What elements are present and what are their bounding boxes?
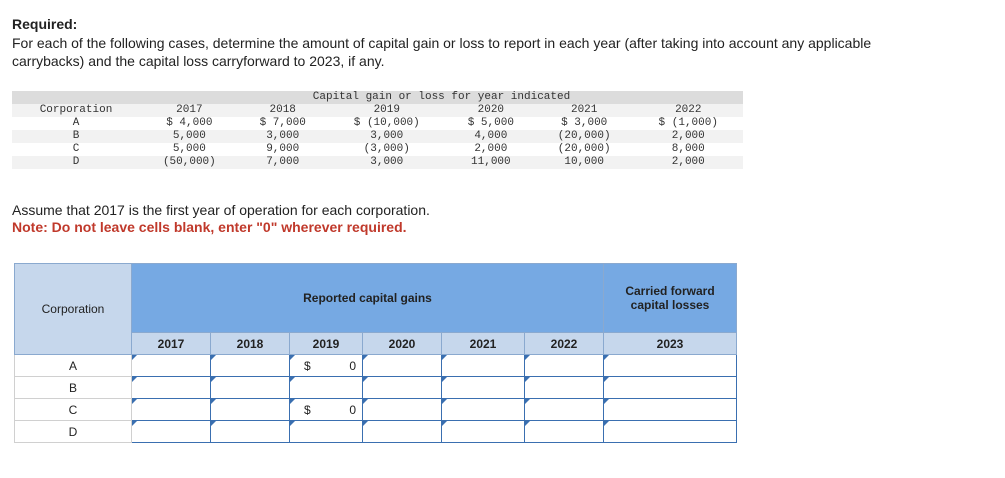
input-a-2023[interactable] [604,355,737,377]
given-value: $ 4,000 [140,117,239,130]
given-value: 4,000 [447,130,535,143]
answer-row-label: A [15,355,132,377]
given-corp-header: Corporation [12,104,140,117]
input-c-2022[interactable] [525,399,604,421]
given-row [12,130,743,143]
input-b-2017[interactable] [132,377,211,399]
instructions-text: For each of the following cases, determine the amount of capital gain or loss to report in each year (after taking into account any applicable carrybacks) and the capital loss carryforward to 2023, if any. [12,35,872,69]
given-value: 3,000 [327,130,447,143]
given-value: 9,000 [239,143,327,156]
given-value: 8,000 [634,143,743,156]
answer-row [15,355,737,377]
answer-year-header: 2023 [604,333,737,355]
input-a-2017[interactable] [132,355,211,377]
given-value: $ 3,000 [535,117,634,130]
answer-row [15,377,737,399]
given-value: 5,000 [140,143,239,156]
given-corp: A [12,117,140,130]
input-b-2018[interactable] [211,377,290,399]
input-b-2023[interactable] [604,377,737,399]
given-value: 2,000 [634,130,743,143]
answer-table [14,263,737,443]
given-empty-header [12,91,140,104]
input-b-2019[interactable] [290,377,363,399]
input-c-2023[interactable] [604,399,737,421]
input-c-2017[interactable] [132,399,211,421]
given-corp: C [12,143,140,156]
given-value: (3,000) [327,143,447,156]
input-a-2021[interactable] [442,355,525,377]
given-row [12,156,743,169]
dollar-sign: $ [304,359,311,373]
answer-year-header: 2018 [211,333,290,355]
given-corp: B [12,130,140,143]
input-d-2020[interactable] [363,421,442,443]
input-c-2018[interactable] [211,399,290,421]
answer-row [15,421,737,443]
given-year-header: 2020 [447,104,535,117]
given-year-header: 2019 [327,104,447,117]
given-year-header: 2018 [239,104,327,117]
given-value: (20,000) [535,143,634,156]
answer-row-label: B [15,377,132,399]
given-year-header: 2017 [140,104,239,117]
dollar-sign: $ [304,403,311,417]
given-value: $ 7,000 [239,117,327,130]
input-b-2020[interactable] [363,377,442,399]
answer-row-label: C [15,399,132,421]
input-a-2018[interactable] [211,355,290,377]
given-value: 11,000 [447,156,535,169]
input-d-2022[interactable] [525,421,604,443]
cell-value: 0 [349,403,356,417]
given-value: $ (10,000) [327,117,447,130]
given-year-header: 2022 [634,104,743,117]
input-d-2023[interactable] [604,421,737,443]
cell-value: 0 [349,359,356,373]
carried-forward-header: Carried forward capital losses [604,264,737,333]
answer-row [15,399,737,421]
answer-corp-header: Corporation [15,264,132,355]
input-c-2019[interactable] [290,399,363,421]
given-year-header: 2021 [535,104,634,117]
given-row [12,143,743,156]
input-c-2021[interactable] [442,399,525,421]
given-value: (50,000) [140,156,239,169]
input-a-2022[interactable] [525,355,604,377]
input-a-2019[interactable] [290,355,363,377]
given-value: 3,000 [239,130,327,143]
given-value: $ 5,000 [447,117,535,130]
input-d-2017[interactable] [132,421,211,443]
note-text: Note: Do not leave cells blank, enter "0" wherever required. [12,219,407,235]
input-b-2021[interactable] [442,377,525,399]
given-value: 2,000 [447,143,535,156]
input-b-2022[interactable] [525,377,604,399]
input-d-2018[interactable] [211,421,290,443]
given-value: 2,000 [634,156,743,169]
input-d-2019[interactable] [290,421,363,443]
given-value: 5,000 [140,130,239,143]
input-a-2020[interactable] [363,355,442,377]
answer-year-header: 2021 [442,333,525,355]
given-value: 7,000 [239,156,327,169]
given-value: (20,000) [535,130,634,143]
answer-year-header: 2022 [525,333,604,355]
given-group-header: Capital gain or loss for year indicated [140,91,743,104]
given-value: 10,000 [535,156,634,169]
given-row [12,117,743,130]
given-value: 3,000 [327,156,447,169]
given-data-table [12,91,743,169]
assume-text: Assume that 2017 is the first year of operation for each corporation. [12,202,430,218]
reported-gains-header: Reported capital gains [132,264,604,333]
answer-row-label: D [15,421,132,443]
required-label: Required: [12,16,78,32]
given-value: $ (1,000) [634,117,743,130]
input-d-2021[interactable] [442,421,525,443]
answer-year-header: 2019 [290,333,363,355]
given-corp: D [12,156,140,169]
input-c-2020[interactable] [363,399,442,421]
answer-year-header: 2020 [363,333,442,355]
answer-year-header: 2017 [132,333,211,355]
